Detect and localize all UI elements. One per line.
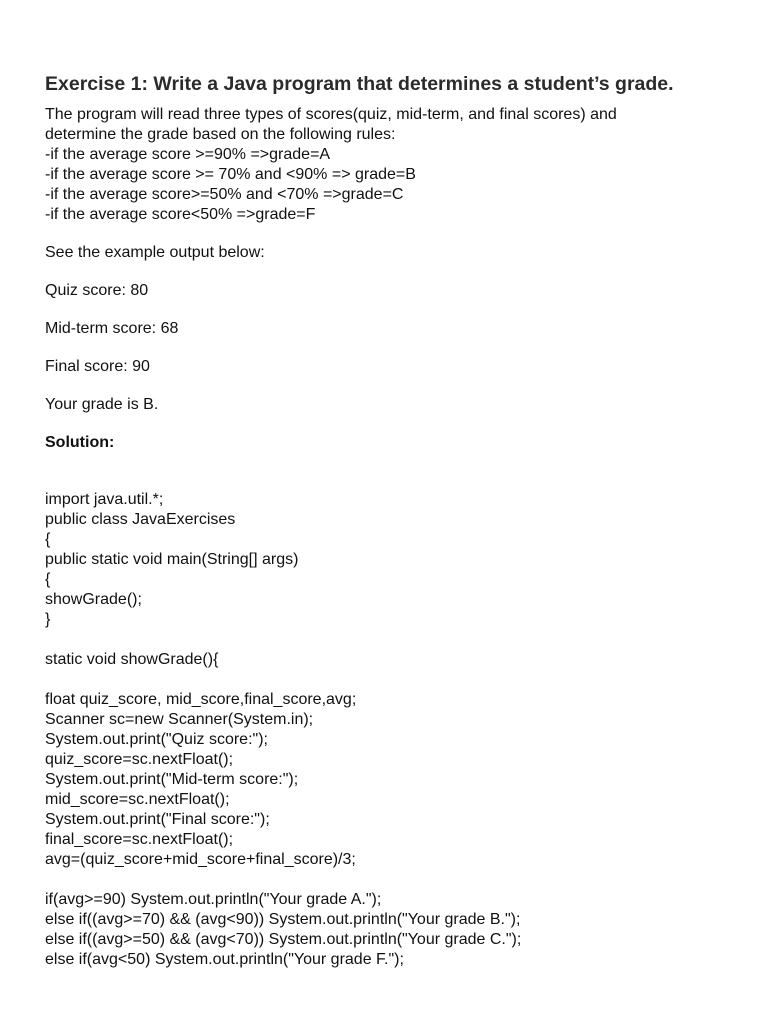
code-line: import java.util.*; <box>45 491 164 508</box>
code-line: System.out.print("Mid-term score:"); <box>45 771 299 788</box>
code-line: quiz_score=sc.nextFloat(); <box>45 751 234 768</box>
intro-line: determine the grade based on the following rules: <box>45 126 396 143</box>
intro-line: The program will read three types of scores(quiz, mid-term, and final scores) and <box>45 106 617 123</box>
example-output-line: Mid-term score: 68 <box>45 320 179 337</box>
rule-line: -if the average score >=90% =>grade=A <box>45 146 331 163</box>
example-heading: See the example output below: <box>45 244 265 261</box>
code-listing <box>45 490 745 970</box>
code-line: showGrade(); <box>45 591 142 608</box>
code-line: else if(avg<50) System.out.println("Your grade F."); <box>45 951 404 968</box>
exercise-title: Exercise 1: Write a Java program that determines a student’s grade. <box>45 73 674 95</box>
code-line: } <box>45 611 51 628</box>
code-group-class <box>45 490 745 630</box>
rule-line: -if the average score>=50% and <70% =>grade=C <box>45 186 404 203</box>
intro-paragraph <box>45 105 745 225</box>
code-line: static void showGrade(){ <box>45 651 219 668</box>
code-line: System.out.print("Final score:"); <box>45 811 270 828</box>
code-line: else if((avg>=50) && (avg<70)) System.out.println("Your grade C."); <box>45 931 522 948</box>
code-line: if(avg>=90) System.out.println("Your grade A."); <box>45 891 382 908</box>
code-line: final_score=sc.nextFloat(); <box>45 831 234 848</box>
solution-label: Solution: <box>45 434 115 451</box>
code-line: public class JavaExercises <box>45 511 236 528</box>
code-line: System.out.print("Quiz score:"); <box>45 731 268 748</box>
code-line: { <box>45 571 51 588</box>
example-output-line: Final score: 90 <box>45 358 150 375</box>
code-line: public static void main(String[] args) <box>45 551 299 568</box>
document-page <box>45 72 745 970</box>
code-line: mid_score=sc.nextFloat(); <box>45 791 230 808</box>
code-line: else if((avg>=70) && (avg<90)) System.out.println("Your grade B."); <box>45 911 521 928</box>
code-line: float quiz_score, mid_score,final_score,avg; <box>45 691 357 708</box>
example-output-line: Quiz score: 80 <box>45 282 149 299</box>
code-line: { <box>45 531 51 548</box>
rule-line: -if the average score >= 70% and <90% => grade=B <box>45 166 416 183</box>
code-line: avg=(quiz_score+mid_score+final_score)/3; <box>45 851 356 868</box>
rule-line: -if the average score<50% =>grade=F <box>45 206 316 223</box>
code-group-input <box>45 690 745 870</box>
code-group-conditions <box>45 890 745 970</box>
code-group-method <box>45 650 745 670</box>
example-output-line: Your grade is B. <box>45 396 159 413</box>
code-line: Scanner sc=new Scanner(System.in); <box>45 711 314 728</box>
